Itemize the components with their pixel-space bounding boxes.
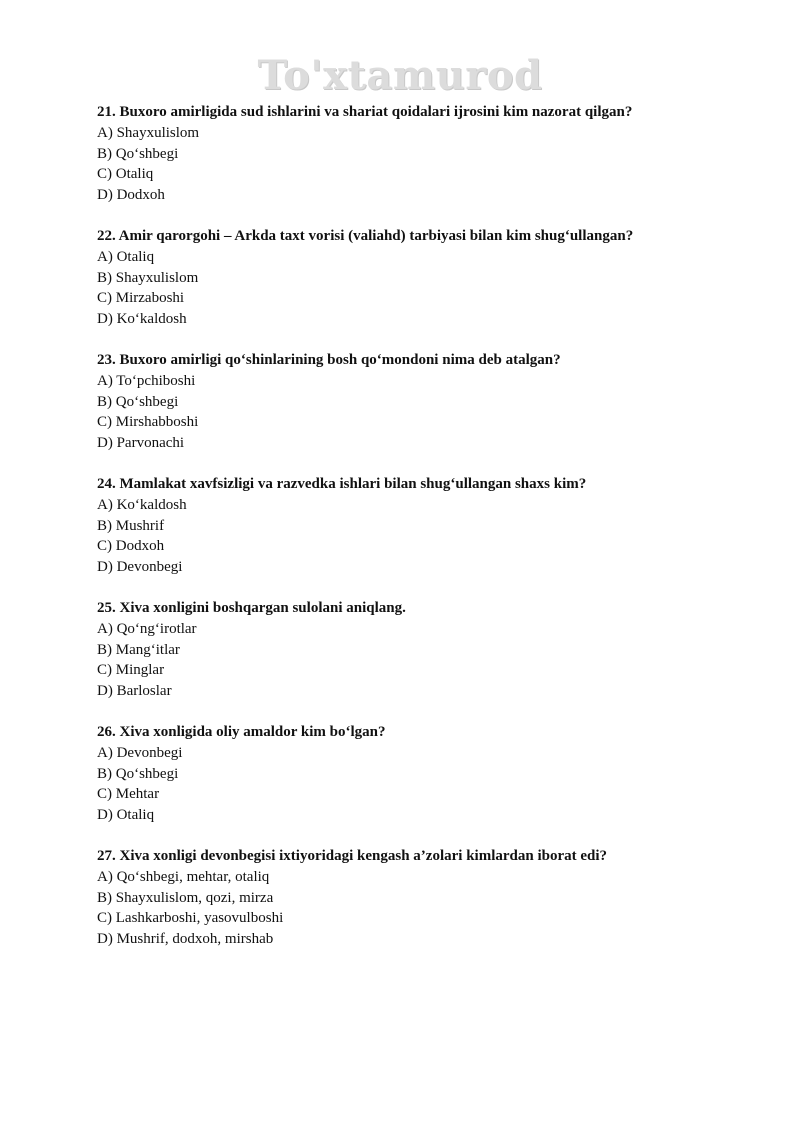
question-text: 24. Mamlakat xavfsizligi va razvedka ishlari bilan shug‘ullangan shaxs kim? (97, 476, 587, 492)
option-c: C) Mirshabboshi (97, 414, 199, 430)
question-text: 25. Xiva xonligini boshqargan sulolani aniqlang. (97, 600, 406, 616)
option-c: C) Lashkarboshi, yasovulboshi (97, 910, 284, 926)
question-block (97, 598, 737, 701)
question-block (97, 226, 737, 329)
option-c: C) Dodxoh (97, 538, 165, 554)
option-d: D) Parvonachi (97, 434, 185, 451)
option-d: D) Ko‘kaldosh (97, 310, 187, 327)
option-a: A) Ko‘kaldosh (97, 497, 187, 513)
question-text: 27. Xiva xonligi devonbegisi ixtiyoridagi kengash a’zolari kimlardan iborat edi? (97, 848, 608, 864)
option-list (97, 619, 737, 701)
option-b: B) Qo‘shbegi (97, 393, 179, 410)
option-a: A) Qo‘shbegi, mehtar, otaliq (97, 869, 270, 885)
option-d: D) Barloslar (97, 682, 172, 699)
question-text: 23. Buxoro amirligi qo‘shinlarining bosh qo‘mondoni nima deb atalgan? (97, 352, 561, 368)
option-c: C) Minglar (97, 662, 165, 678)
option-list (97, 371, 737, 453)
question-block (97, 846, 737, 949)
option-b: B) Qo‘shbegi (97, 765, 179, 782)
option-d: D) Otaliq (97, 806, 155, 823)
question-block (97, 350, 737, 453)
question-block (97, 722, 737, 825)
question-block (97, 102, 737, 205)
option-b: B) Shayxulislom, qozi, mirza (97, 889, 274, 906)
option-a: A) Devonbegi (97, 745, 183, 761)
option-b: B) Shayxulislom (97, 269, 199, 286)
option-b: B) Qo‘shbegi (97, 145, 179, 162)
question-text: 21. Buxoro amirligida sud ishlarini va shariat qoidalari ijrosini kim nazorat qilgan? (97, 104, 633, 120)
option-b: B) Mang‘itlar (97, 641, 180, 658)
option-d: D) Devonbegi (97, 558, 183, 575)
question-text: 22. Amir qarorgohi – Arkda taxt vorisi (valiahd) tarbiyasi bilan kim shug‘ullangan? (97, 228, 634, 244)
option-a: A) Otaliq (97, 249, 155, 265)
option-list (97, 743, 737, 825)
option-a: A) Shayxulislom (97, 125, 200, 141)
option-c: C) Otaliq (97, 166, 154, 182)
document-body (97, 102, 737, 970)
option-a: A) To‘pchiboshi (97, 373, 196, 389)
option-b: B) Mushrif (97, 517, 165, 534)
question-text: 26. Xiva xonligida oliy amaldor kim bo‘lgan? (97, 724, 386, 740)
option-d: D) Dodxoh (97, 186, 165, 203)
option-list (97, 123, 737, 205)
option-list (97, 867, 737, 949)
option-c: C) Mehtar (97, 786, 160, 802)
option-c: C) Mirzaboshi (97, 290, 185, 306)
option-d: D) Mushrif, dodxoh, mirshab (97, 930, 274, 947)
watermark: To'xtamurod (257, 52, 543, 99)
option-a: A) Qo‘ng‘irotlar (97, 621, 197, 637)
option-list (97, 247, 737, 329)
question-block (97, 474, 737, 577)
option-list (97, 495, 737, 577)
